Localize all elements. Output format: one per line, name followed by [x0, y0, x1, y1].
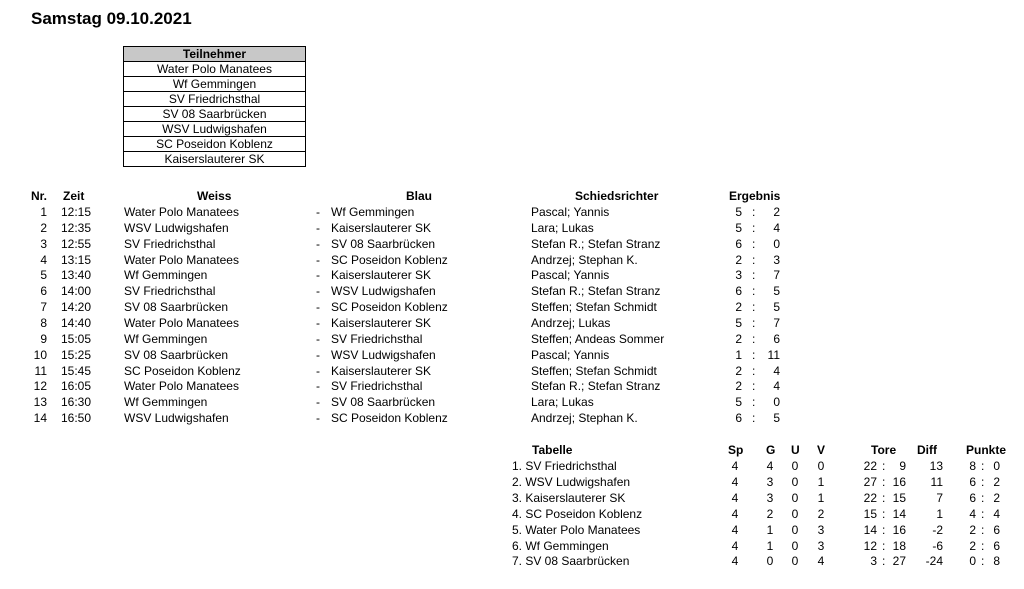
games-played: 4 — [731, 474, 739, 489]
score-blue: 4 — [773, 220, 780, 235]
score-separator: : — [752, 300, 756, 315]
participant-cell: SV Friedrichsthal — [124, 92, 306, 107]
game-time: 12:15 — [61, 205, 92, 219]
draws: 0 — [791, 538, 799, 553]
points-for: 0 — [969, 554, 976, 569]
score-blue: 5 — [773, 300, 780, 315]
referees: Pascal; Yannis — [531, 347, 610, 362]
header-blau: Blau — [406, 189, 433, 203]
points-separator: : — [981, 554, 985, 569]
team-white: WSV Ludwigshafen — [124, 411, 229, 426]
games-played: 4 — [731, 554, 739, 569]
wins: 3 — [766, 474, 774, 489]
points-separator: : — [981, 522, 985, 537]
goals-against: 27 — [892, 554, 906, 569]
goals-separator: : — [882, 474, 886, 489]
losses: 1 — [817, 474, 825, 489]
points-for: 8 — [969, 459, 976, 473]
losses: 3 — [817, 538, 825, 553]
goals-for: 27 — [863, 474, 877, 489]
team-blue: SC Poseidon Koblenz — [331, 411, 448, 426]
games-played: 4 — [731, 538, 739, 553]
score-blue: 4 — [773, 379, 780, 394]
referees: Stefan R.; Stefan Stranz — [531, 236, 661, 251]
goal-difference: -6 — [932, 538, 943, 553]
team-blue: Wf Gemmingen — [331, 205, 415, 219]
separator-dash: - — [316, 363, 320, 378]
game-time: 16:30 — [61, 395, 92, 410]
team-blue: SV 08 Saarbrücken — [331, 395, 436, 410]
points-against: 2 — [993, 474, 1000, 489]
score-white: 3 — [735, 268, 742, 283]
separator-dash: - — [316, 347, 320, 362]
team-white: SV Friedrichsthal — [124, 284, 216, 299]
game-number: 7 — [40, 300, 47, 315]
team-blue: SV Friedrichsthal — [331, 331, 423, 346]
score-white: 2 — [735, 300, 742, 315]
header-tabelle: Tabelle — [532, 443, 573, 457]
page-title: Samstag 09.10.2021 — [31, 9, 192, 28]
referees: Stefan R.; Stefan Stranz — [531, 284, 661, 299]
wins: 3 — [766, 490, 774, 505]
participant-cell: WSV Ludwigshafen — [124, 122, 306, 137]
game-time: 15:25 — [61, 347, 92, 362]
team-blue: Kaiserslauterer SK — [331, 220, 432, 235]
goals-for: 3 — [870, 554, 877, 569]
score-separator: : — [752, 220, 756, 235]
game-number: 8 — [40, 315, 47, 330]
header-tore: Tore — [871, 443, 897, 457]
losses: 4 — [817, 554, 825, 569]
game-time: 14:00 — [61, 284, 92, 299]
referees: Lara; Lukas — [531, 395, 594, 410]
goals-against: 16 — [892, 522, 906, 537]
participant-cell: SC Poseidon Koblenz — [124, 137, 306, 152]
game-number: 14 — [33, 411, 47, 426]
header-sp: Sp — [728, 443, 744, 457]
game-number: 9 — [40, 331, 47, 346]
separator-dash: - — [316, 379, 320, 394]
header-u: U — [791, 443, 800, 457]
draws: 0 — [791, 506, 799, 521]
goals-for: 14 — [863, 522, 877, 537]
score-blue: 0 — [773, 395, 780, 410]
team-blue: SC Poseidon Koblenz — [331, 252, 448, 267]
score-blue: 5 — [773, 284, 780, 299]
points-against: 8 — [993, 554, 1000, 569]
team-white: Wf Gemmingen — [124, 268, 208, 283]
participants-header: Teilnehmer — [124, 47, 306, 62]
score-separator: : — [752, 236, 756, 251]
game-time: 12:55 — [61, 236, 92, 251]
game-number: 1 — [40, 205, 47, 219]
wins: 1 — [766, 538, 774, 553]
score-blue: 5 — [773, 411, 780, 426]
losses: 3 — [817, 522, 825, 537]
score-white: 6 — [735, 236, 742, 251]
referees: Pascal; Yannis — [531, 268, 610, 283]
header-ergebnis: Ergebnis — [729, 189, 781, 203]
score-white: 2 — [735, 252, 742, 267]
score-separator: : — [752, 284, 756, 299]
score-white: 6 — [735, 411, 742, 426]
goals-against: 15 — [892, 490, 906, 505]
team-white: SV 08 Saarbrücken — [124, 347, 229, 362]
games-played: 4 — [731, 490, 739, 505]
team-white: SV Friedrichsthal — [124, 236, 216, 251]
referees: Steffen; Stefan Schmidt — [531, 363, 657, 378]
score-separator: : — [752, 205, 756, 219]
game-number: 5 — [40, 268, 47, 283]
team-blue: WSV Ludwigshafen — [331, 284, 436, 299]
points-against: 6 — [993, 522, 1000, 537]
score-separator: : — [752, 347, 756, 362]
goals-for: 15 — [863, 506, 877, 521]
score-white: 1 — [735, 347, 742, 362]
team-white: Wf Gemmingen — [124, 331, 208, 346]
draws: 0 — [791, 474, 799, 489]
referees: Andrzej; Stephan K. — [531, 252, 638, 267]
goals-separator: : — [882, 554, 886, 569]
game-number: 6 — [40, 284, 47, 299]
games-played: 4 — [731, 522, 739, 537]
wins: 2 — [766, 506, 774, 521]
team-white: SV 08 Saarbrücken — [124, 300, 229, 315]
score-separator: : — [752, 315, 756, 330]
score-white: 5 — [735, 205, 742, 219]
team-blue: Kaiserslauterer SK — [331, 268, 432, 283]
goals-separator: : — [882, 490, 886, 505]
participant-cell: Water Polo Manatees — [124, 62, 306, 77]
goal-difference: -24 — [925, 554, 943, 569]
game-number: 4 — [40, 252, 47, 267]
losses: 1 — [817, 490, 825, 505]
goals-separator: : — [882, 459, 886, 473]
header-schiedsrichter: Schiedsrichter — [575, 189, 659, 203]
goals-separator: : — [882, 522, 886, 537]
points-against: 2 — [993, 490, 1000, 505]
score-separator: : — [752, 268, 756, 283]
referees: Andrzej; Lukas — [531, 315, 611, 330]
points-for: 2 — [969, 538, 976, 553]
points-against: 0 — [993, 459, 1000, 473]
team-name: 4. SC Poseidon Koblenz — [512, 506, 643, 521]
game-time: 13:15 — [61, 252, 92, 267]
draws: 0 — [791, 554, 799, 569]
losses: 2 — [817, 506, 825, 521]
referees: Steffen; Stefan Schmidt — [531, 300, 657, 315]
score-white: 2 — [735, 379, 742, 394]
goals-for: 22 — [863, 490, 877, 505]
points-separator: : — [981, 474, 985, 489]
goals-against: 14 — [892, 506, 906, 521]
referees: Pascal; Yannis — [531, 205, 610, 219]
goals-against: 9 — [899, 459, 906, 473]
points-separator: : — [981, 538, 985, 553]
draws: 0 — [791, 459, 799, 473]
separator-dash: - — [316, 205, 320, 219]
wins: 0 — [766, 554, 774, 569]
losses: 0 — [817, 459, 825, 473]
separator-dash: - — [316, 268, 320, 283]
header-punkte: Punkte — [966, 443, 1007, 457]
participant-cell: Kaiserslauterer SK — [124, 152, 306, 167]
referees: Andrzej; Stephan K. — [531, 411, 638, 426]
game-time: 16:05 — [61, 379, 92, 394]
referees: Lara; Lukas — [531, 220, 594, 235]
team-blue: Kaiserslauterer SK — [331, 363, 432, 378]
score-white: 2 — [735, 363, 742, 378]
separator-dash: - — [316, 411, 320, 426]
header-zeit: Zeit — [63, 189, 85, 203]
separator-dash: - — [316, 220, 320, 235]
team-name: 5. Water Polo Manatees — [512, 522, 641, 537]
game-time: 15:05 — [61, 331, 92, 346]
separator-dash: - — [316, 331, 320, 346]
goal-difference: 1 — [936, 506, 943, 521]
draws: 0 — [791, 522, 799, 537]
team-name: 6. Wf Gemmingen — [512, 538, 609, 553]
team-blue: SV 08 Saarbrücken — [331, 236, 436, 251]
game-time: 15:45 — [61, 363, 92, 378]
score-blue: 6 — [773, 331, 780, 346]
games-played: 4 — [731, 506, 739, 521]
header-nr: Nr. — [31, 189, 48, 203]
team-white: Water Polo Manatees — [124, 315, 239, 330]
score-separator: : — [752, 395, 756, 410]
participant-cell: Wf Gemmingen — [124, 77, 306, 92]
team-name: 1. SV Friedrichsthal — [512, 459, 617, 473]
team-blue: SC Poseidon Koblenz — [331, 300, 448, 315]
game-number: 11 — [34, 363, 47, 378]
goals-separator: : — [882, 538, 886, 553]
header-g: G — [766, 443, 776, 457]
team-white: Water Polo Manatees — [124, 252, 239, 267]
score-separator: : — [752, 379, 756, 394]
score-white: 6 — [735, 284, 742, 299]
points-against: 4 — [993, 506, 1000, 521]
draws: 0 — [791, 490, 799, 505]
game-number: 3 — [40, 236, 47, 251]
score-white: 5 — [735, 315, 742, 330]
points-separator: : — [981, 490, 985, 505]
participant-cell: SV 08 Saarbrücken — [124, 107, 306, 122]
score-blue: 11 — [767, 347, 780, 362]
game-number: 10 — [33, 347, 47, 362]
team-blue: WSV Ludwigshafen — [331, 347, 436, 362]
separator-dash: - — [316, 315, 320, 330]
game-time: 14:20 — [61, 300, 92, 315]
points-separator: : — [981, 459, 985, 473]
separator-dash: - — [316, 284, 320, 299]
score-separator: : — [752, 252, 756, 267]
score-white: 5 — [735, 220, 742, 235]
points-for: 2 — [969, 522, 976, 537]
goals-separator: : — [882, 506, 886, 521]
game-time: 13:40 — [61, 268, 92, 283]
goal-difference: -2 — [932, 522, 943, 537]
team-white: Water Polo Manatees — [124, 205, 239, 219]
points-for: 6 — [969, 474, 976, 489]
score-separator: : — [752, 363, 756, 378]
goals-against: 16 — [892, 474, 906, 489]
team-blue: Kaiserslauterer SK — [331, 315, 432, 330]
goal-difference: 7 — [936, 490, 943, 505]
team-name: 2. WSV Ludwigshafen — [512, 474, 631, 489]
score-blue: 7 — [773, 268, 780, 283]
team-white: SC Poseidon Koblenz — [124, 363, 241, 378]
separator-dash: - — [316, 300, 320, 315]
header-weiss: Weiss — [197, 189, 232, 203]
team-name: 7. SV 08 Saarbrücken — [512, 554, 630, 569]
team-white: Wf Gemmingen — [124, 395, 208, 410]
score-white: 5 — [735, 395, 742, 410]
separator-dash: - — [316, 252, 320, 267]
game-number: 2 — [40, 220, 47, 235]
game-time: 16:50 — [61, 411, 92, 426]
separator-dash: - — [316, 395, 320, 410]
team-blue: SV Friedrichsthal — [331, 379, 423, 394]
score-blue: 4 — [773, 363, 780, 378]
team-name: 3. Kaiserslauterer SK — [512, 490, 626, 505]
games-played: 4 — [731, 459, 739, 473]
referees: Steffen; Andeas Sommer — [531, 331, 665, 346]
wins: 4 — [766, 459, 774, 473]
participants-table — [123, 46, 306, 167]
score-separator: : — [752, 331, 756, 346]
game-time: 12:35 — [61, 220, 92, 235]
points-for: 6 — [969, 490, 976, 505]
wins: 1 — [766, 522, 774, 537]
points-separator: : — [981, 506, 985, 521]
team-white: Water Polo Manatees — [124, 379, 239, 394]
header-diff: Diff — [917, 443, 937, 457]
goals-for: 12 — [863, 538, 877, 553]
score-blue: 3 — [773, 252, 780, 267]
game-number: 13 — [33, 395, 47, 410]
goals-for: 22 — [863, 459, 877, 473]
team-white: WSV Ludwigshafen — [124, 220, 229, 235]
goals-against: 18 — [892, 538, 906, 553]
score-blue: 7 — [773, 315, 780, 330]
score-blue: 0 — [773, 236, 780, 251]
score-blue: 2 — [773, 205, 780, 219]
goal-difference: 13 — [929, 459, 943, 473]
referees: Stefan R.; Stefan Stranz — [531, 379, 661, 394]
points-for: 4 — [969, 506, 976, 521]
score-white: 2 — [735, 331, 742, 346]
points-against: 6 — [993, 538, 1000, 553]
goal-difference: 11 — [930, 474, 943, 489]
header-v: V — [817, 443, 826, 457]
separator-dash: - — [316, 236, 320, 251]
game-time: 14:40 — [61, 315, 92, 330]
game-number: 12 — [33, 379, 47, 394]
score-separator: : — [752, 411, 756, 426]
